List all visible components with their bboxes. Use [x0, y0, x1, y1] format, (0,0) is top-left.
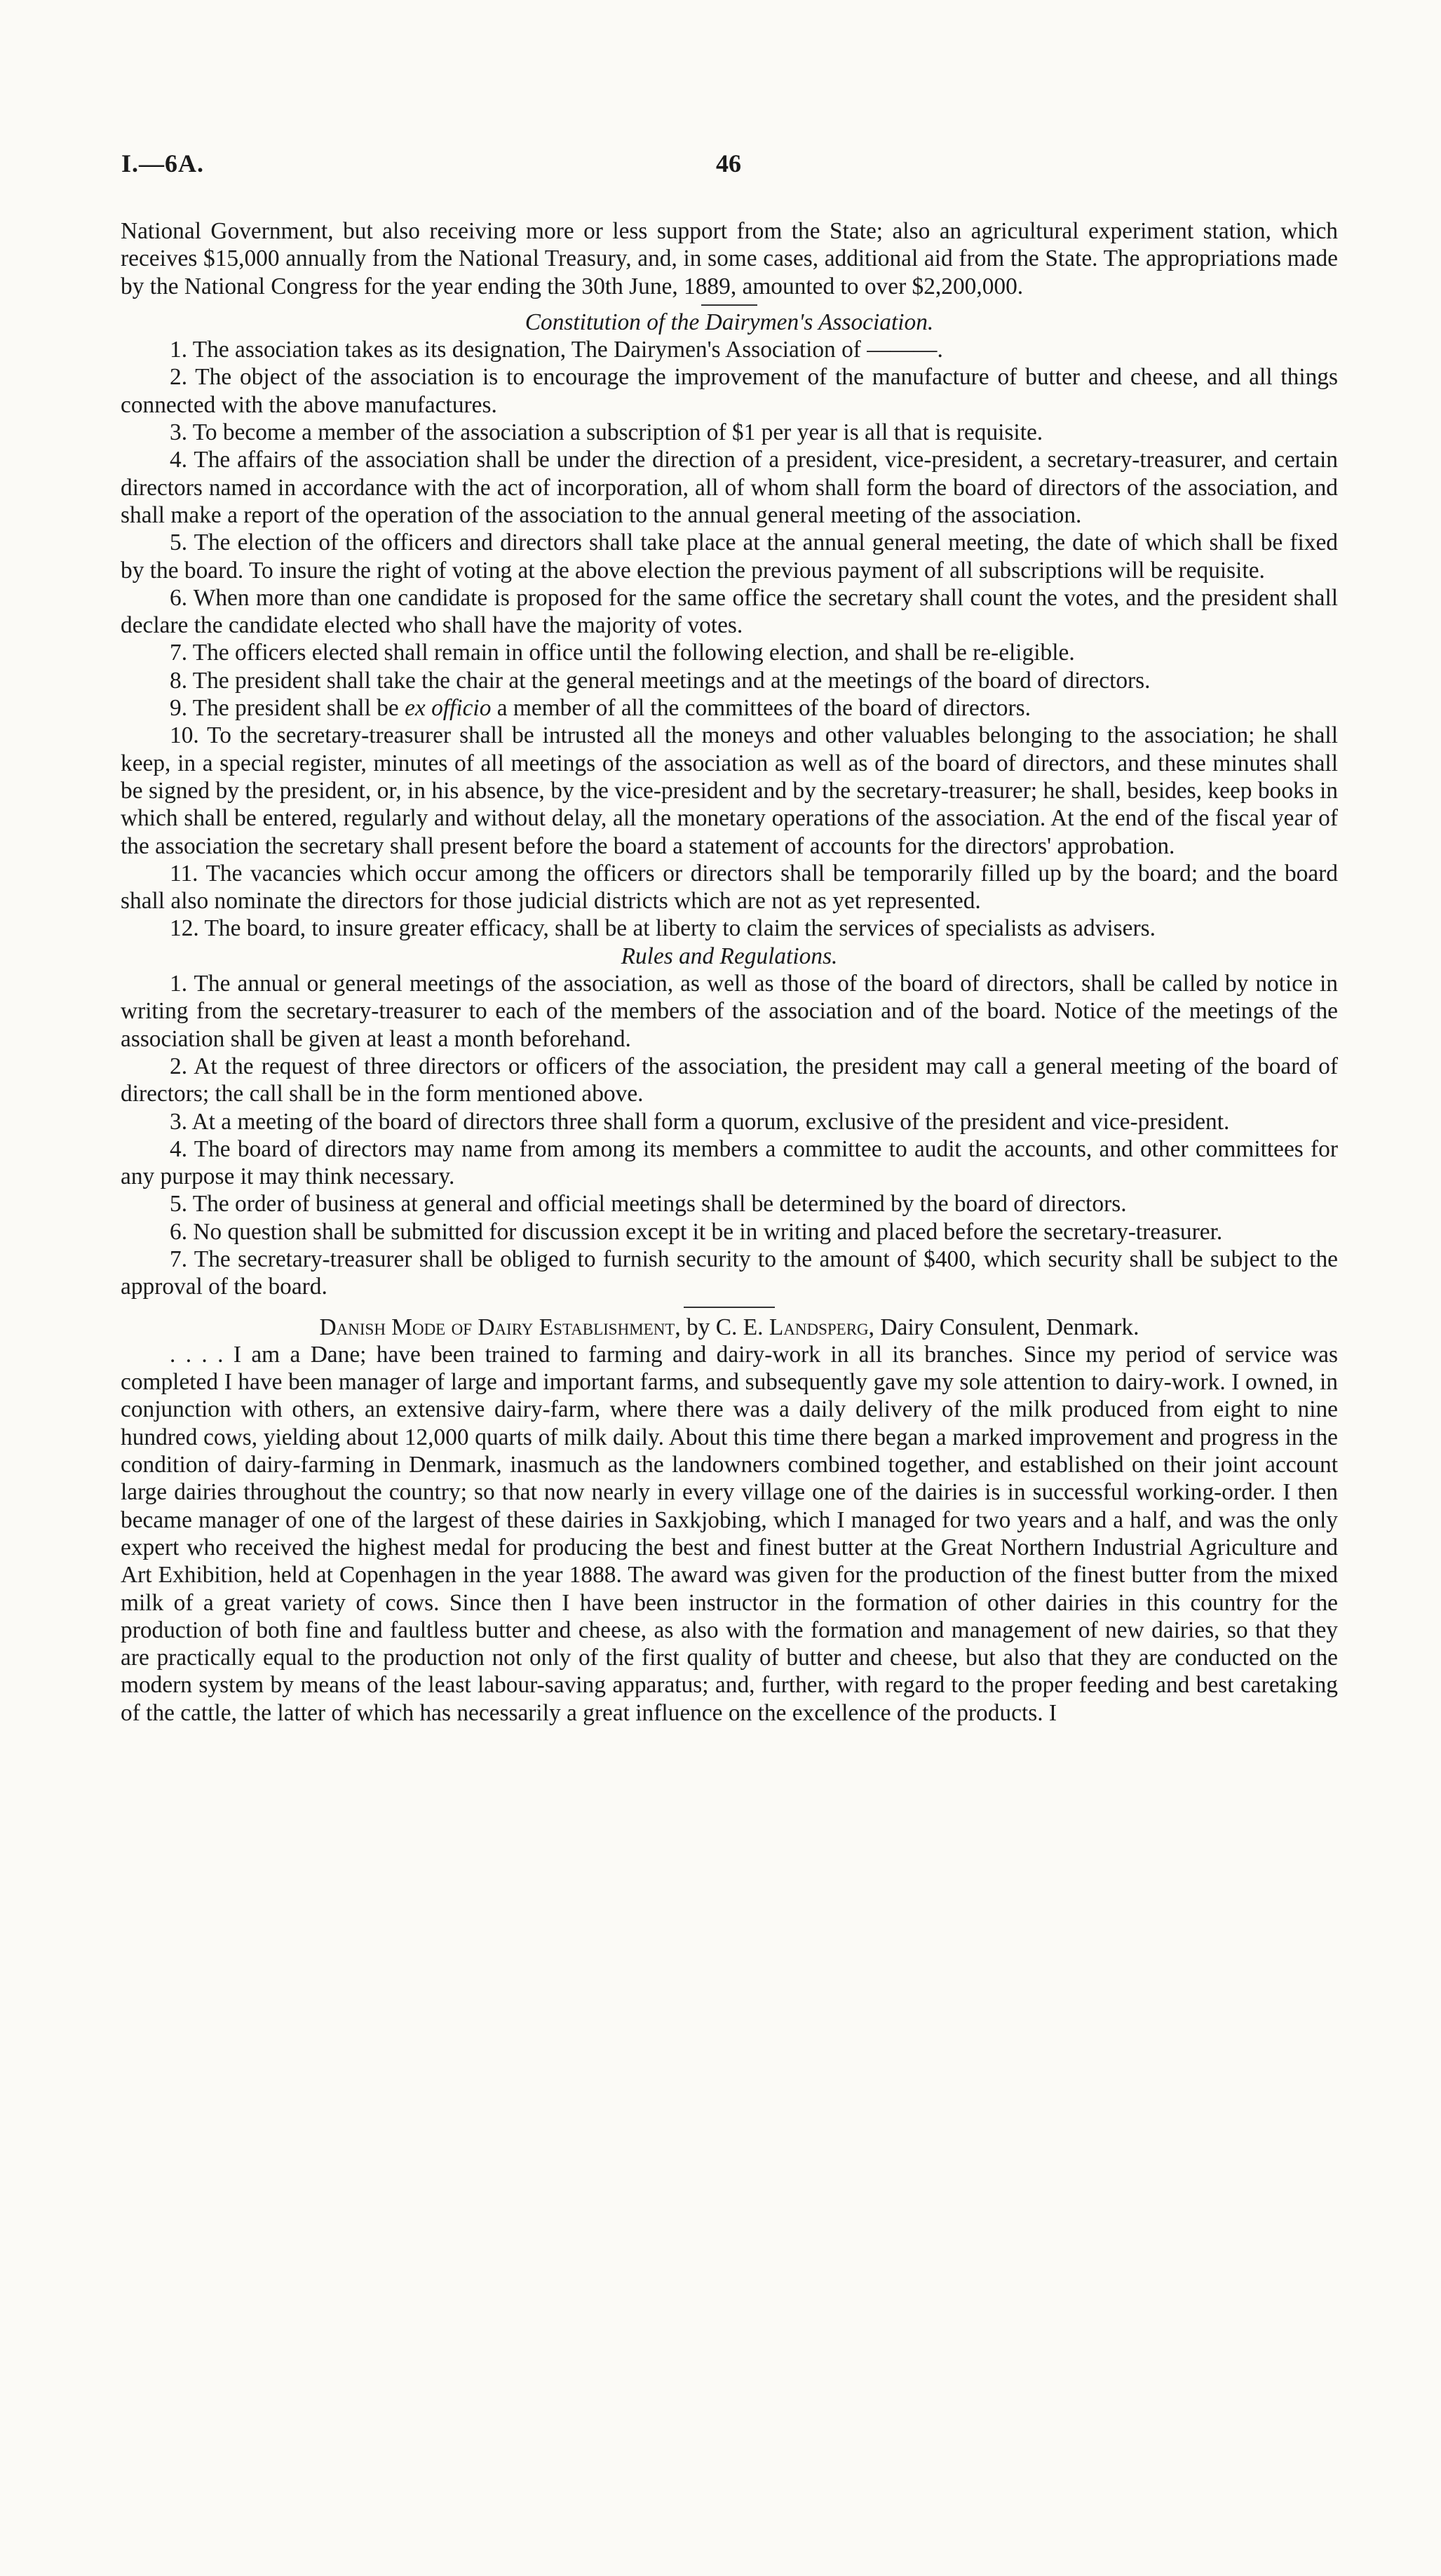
rules-item-5: 5. The order of business at general and official meetings shall be determined by the board of directors. — [170, 1191, 1127, 1218]
ex-officio-italic: ex officio — [405, 695, 492, 722]
page-body — [121, 217, 1338, 1727]
constitution-item-3: 3. To become a member of the association a subscription of $1 per year is all that is requisite. — [170, 419, 1043, 446]
constitution-item-4: 4. The affairs of the association shall be under the direction of a president, vice-president, a secretary-treasurer, and certain directors named in accordance with the act of incorporation, all of whom shall form the board of directors of the association, and shall make a report of the operation of the association to the annual general meeting of the association. — [121, 447, 1338, 528]
constitution-item-10: 10. To the secretary-treasurer shall be intrusted all the moneys and other valuables belonging to the association; he shall keep, in a special register, minutes of all meetings of the association as well as of the board of directors, and these minutes shall be signed by the president, or, in his absence, by the vice-president and by the secretary-treasurer; he shall, besides, keep books in which shall be entered, regularly and without delay, all the monetary operations of the association. At the end of the fiscal year of the association the secretary shall present before the board a statement of accounts for the directors' approbation. — [121, 722, 1338, 859]
constitution-item-7: 7. The officers elected shall remain in office until the following election, and shall be re-eligible. — [170, 640, 1075, 666]
danish-author: Landsperg, — [769, 1314, 875, 1340]
document-id: I.—6A. — [121, 149, 205, 177]
rules-item-3: 3. At a meeting of the board of directors three shall form a quorum, exclusive of the president and vice-president. — [170, 1108, 1230, 1135]
rules-item-1: 1. The annual or general meetings of the association, as well as those of the board of directors, shall be called by notice in writing from the secretary-treasurer to each of the members of the association and of the board. Notice of the meetings of the association shall be given at least a month beforehand. — [121, 971, 1338, 1052]
page-number: 46 — [716, 149, 741, 177]
constitution-item-12: 12. The board, to insure greater efficacy, shall be at liberty to claim the services of specialists as advisers. — [170, 915, 1156, 942]
danish-body-paragraph: . . . . I am a Dane; have been trained to farming and dairy-work in all its branches. Since my period of service was completed I have been manager of large and important farms, and subsequently gave my sole attention to dairy-work. I owned, in conjunction with others, an extensive dairy-farm, where there was a daily delivery of the milk produced from eight to nine hundred cows, yielding about 12,000 quarts of milk daily. About this time there began a marked improvement and progress in the condition of dairy-farming in Denmark, inasmuch as the landowners combined together, and established on their joint account large dairies throughout the country; so that now nearly in every village one of the dairies is in successful working-order. I then became manager of one of the largest of these dairies in Saxkjobing, which I managed for two years and a half, and was the only expert who received the highest medal for producing the best and finest butter at the Great Northern Industrial Agriculture and Art Exhibition, held at Copenhagen in the year 1888. The award was given for the production of the finest butter from the mixed milk of a great variety of cows. Since then I have been instructor in the formation of other dairies in this country for the production of both fine and faultless butter and cheese, as also with the formation and management of new dairies, so that they are practically equal to the production not only of the first quality of butter and cheese, but also that they are conducted on the modern system by means of the least labour-saving apparatus; and, further, with regard to the proper feeding and best caretaking of the cattle, the latter of which has necessarily a great influence on the excellence of the products. I — [121, 1341, 1338, 1726]
constitution-item-5: 5. The election of the officers and directors shall take place at the annual general meeting, the date of which shall be fixed by the board. To insure the right of voting at the above election the previous payment of all subscriptions will be requisite. — [121, 530, 1338, 584]
page-header — [121, 149, 1341, 191]
rules-item-6: 6. No question shall be submitted for discussion except it be in writing and placed before the secretary-treasurer. — [170, 1218, 1223, 1245]
danish-role: Dairy Consulent, Denmark. — [874, 1314, 1139, 1340]
danish-by: by C. E. — [680, 1314, 769, 1340]
item-9-text-start: 9. The president shall be — [170, 695, 405, 722]
constitution-item-6: 6. When more than one candidate is proposed for the same office the secretary shall count the votes, and the president shall declare the candidate elected who shall have the majority of votes. — [121, 584, 1338, 639]
item-9-text-end: a member of all the committees of the board of directors. — [491, 695, 1031, 722]
section-divider — [701, 304, 757, 306]
constitution-heading: Constitution of the Dairymen's Association. — [525, 309, 934, 335]
constitution-item-1: 1. The association takes as its designation, The Dairymen's Association of ———. — [170, 337, 943, 363]
intro-paragraph: National Government, but also receiving more or less support from the State; also an agricultural experiment station, which receives $15,000 annually from the National Treasury, and, in some cases, additional aid from the State. The appropriations made by the National Congress for the year ending the 30th June, 1889, amounted to over $2,200,000. — [121, 218, 1338, 299]
constitution-item-8: 8. The president shall take the chair at the general meetings and at the meetings of the board of directors. — [170, 667, 1151, 694]
rules-heading: Rules and Regulations. — [621, 943, 838, 969]
section-divider — [684, 1307, 775, 1308]
constitution-item-9 — [121, 694, 1338, 722]
rules-item-7: 7. The secretary-treasurer shall be obliged to furnish security to the amount of $400, which security shall be subject to the approval of the board. — [121, 1246, 1338, 1300]
danish-title: Danish Mode of Dairy Establishment, — [319, 1314, 681, 1340]
rules-item-4: 4. The board of directors may name from among its members a committee to audit the accounts, and other committees for any purpose it may think necessary. — [121, 1135, 1338, 1190]
constitution-item-11: 11. The vacancies which occur among the officers or directors shall be temporarily filled up by the board; and the board shall also nominate the directors for those judicial districts which are not as yet represented. — [121, 860, 1338, 915]
constitution-item-2: 2. The object of the association is to encourage the improvement of the manufacture of butter and cheese, and all things connected with the above manufactures. — [121, 364, 1338, 418]
danish-section-heading — [121, 1314, 1338, 1341]
rules-item-2: 2. At the request of three directors or officers of the association, the president may call a general meeting of the board of directors; the call shall be in the form mentioned above. — [121, 1053, 1338, 1107]
